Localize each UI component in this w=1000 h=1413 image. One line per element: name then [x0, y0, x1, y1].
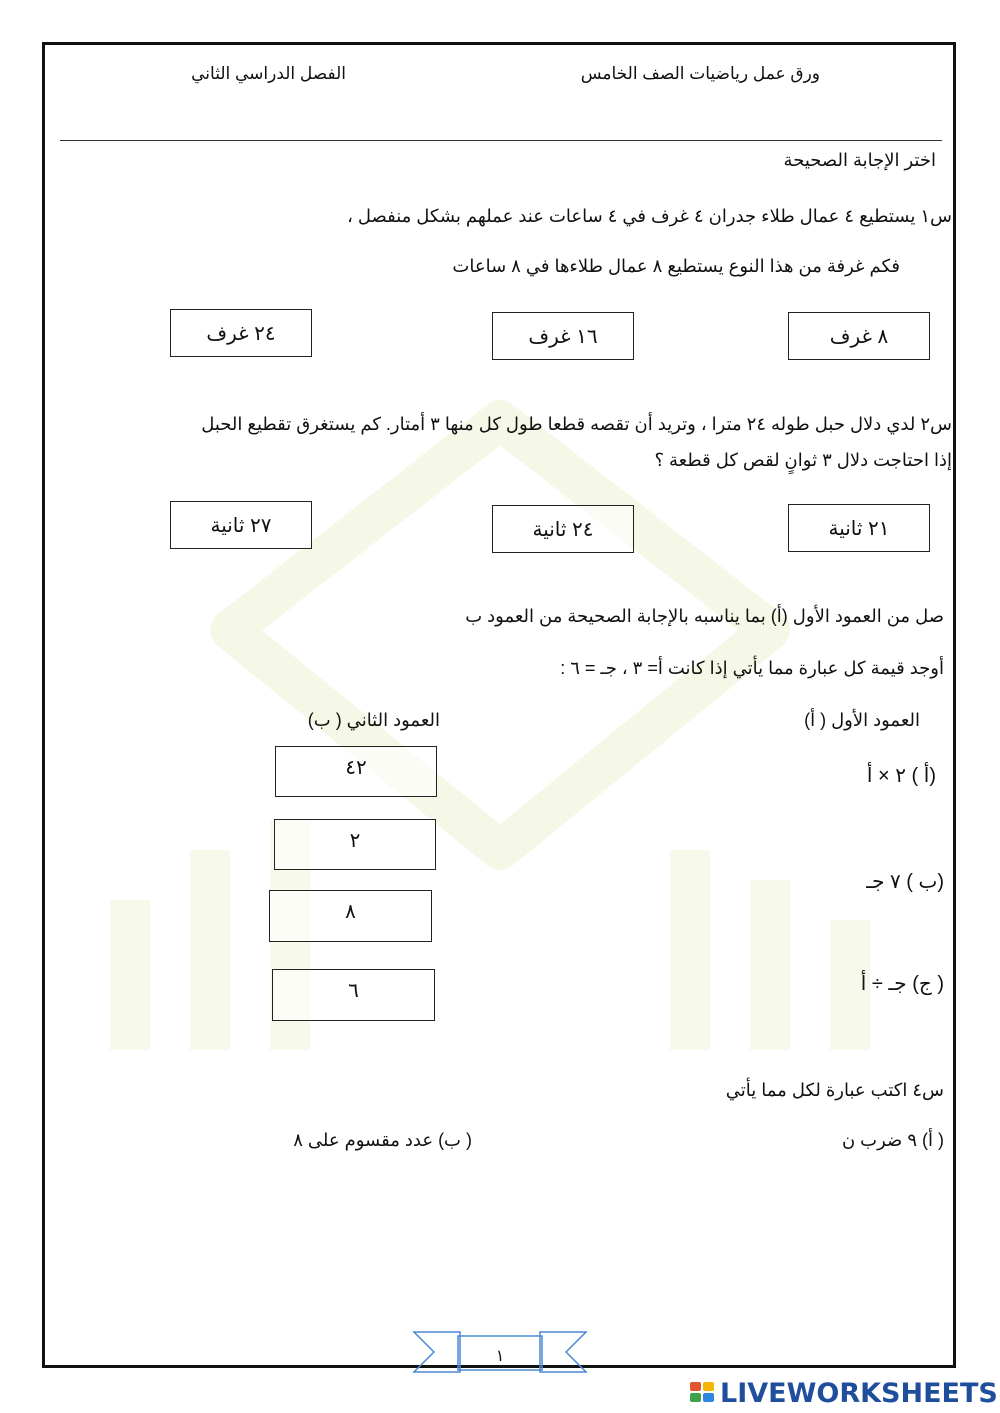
page-number: ١ [495, 1348, 505, 1365]
question-2-line-2: إذا احتاجت دلال ٣ ثوانٍ لقص كل قطعة ؟ [654, 450, 952, 470]
column-b-header: العمود الثاني ( ب) [307, 710, 440, 730]
column-a-item-b: (ب ) ٧ جـ [866, 871, 944, 893]
column-a-item-c: ( ج) جـ ÷ أ [860, 973, 944, 995]
term-label: الفصل الدراسي الثاني [191, 64, 346, 83]
column-b-answer-42[interactable]: ٤٢ [275, 746, 437, 797]
q2-choice-27-seconds[interactable]: ٢٧ ثانية [170, 501, 312, 549]
brand-name: LIVEWORKSHEETS [720, 1377, 998, 1409]
q1-choice-16-rooms[interactable]: ١٦ غرف [492, 312, 634, 360]
column-b-answer-6[interactable]: ٦ [272, 969, 435, 1021]
q1-choice-24-rooms[interactable]: ٢٤ غرف [170, 309, 312, 357]
q1-choice-8-rooms[interactable]: ٨ غرف [788, 312, 930, 360]
question-4: س٤ اكتب عبارة لكل مما يأتي [725, 1080, 944, 1100]
column-b-answer-2[interactable]: ٢ [274, 819, 436, 870]
matching-prompt: أوجد قيمة كل عبارة مما يأتي إذا كانت أ= ٣ ، جـ = ٦ : [560, 658, 944, 678]
question-4-part-b: ( ب) عدد مقسوم على ٨ [293, 1130, 472, 1150]
q2-choice-21-seconds[interactable]: ٢١ ثانية [788, 504, 930, 552]
column-a-header: العمود الأول ( أ) [804, 710, 920, 730]
liveworksheets-brand[interactable] [690, 1378, 998, 1408]
background-watermark [70, 380, 930, 1080]
column-a-item-a: (أ ) ٢ × أ [866, 765, 936, 787]
header-divider [60, 140, 942, 141]
liveworksheets-logo-icon [690, 1382, 716, 1404]
section-instruction: اختر الإجابة الصحيحة [783, 150, 936, 170]
question-1-line-2: فكم غرفة من هذا النوع يستطيع ٨ عمال طلاءها في ٨ ساعات [452, 256, 900, 276]
matching-instruction: صل من العمود الأول (أ) بما يناسبه بالإجابة الصحيحة من العمود ب [465, 606, 944, 626]
column-b-answer-8[interactable]: ٨ [269, 890, 432, 942]
worksheet-title: ورق عمل رياضيات الصف الخامس [580, 64, 820, 83]
q2-choice-24-seconds[interactable]: ٢٤ ثانية [492, 505, 634, 553]
question-1-line-1: س١ يستطيع ٤ عمال طلاء جدران ٤ غرف في ٤ ساعات عند عملهم بشكل منفصل ، [347, 206, 952, 226]
question-2-line-1: س٢ لدي دلال حبل طوله ٢٤ مترا ، وتريد أن تقصه قطعا طول كل منها ٣ أمتار. كم يستغرق تقطيع الحبل [201, 414, 952, 434]
question-4-part-a: ( أ) ٩ ضرب ن [841, 1130, 944, 1150]
